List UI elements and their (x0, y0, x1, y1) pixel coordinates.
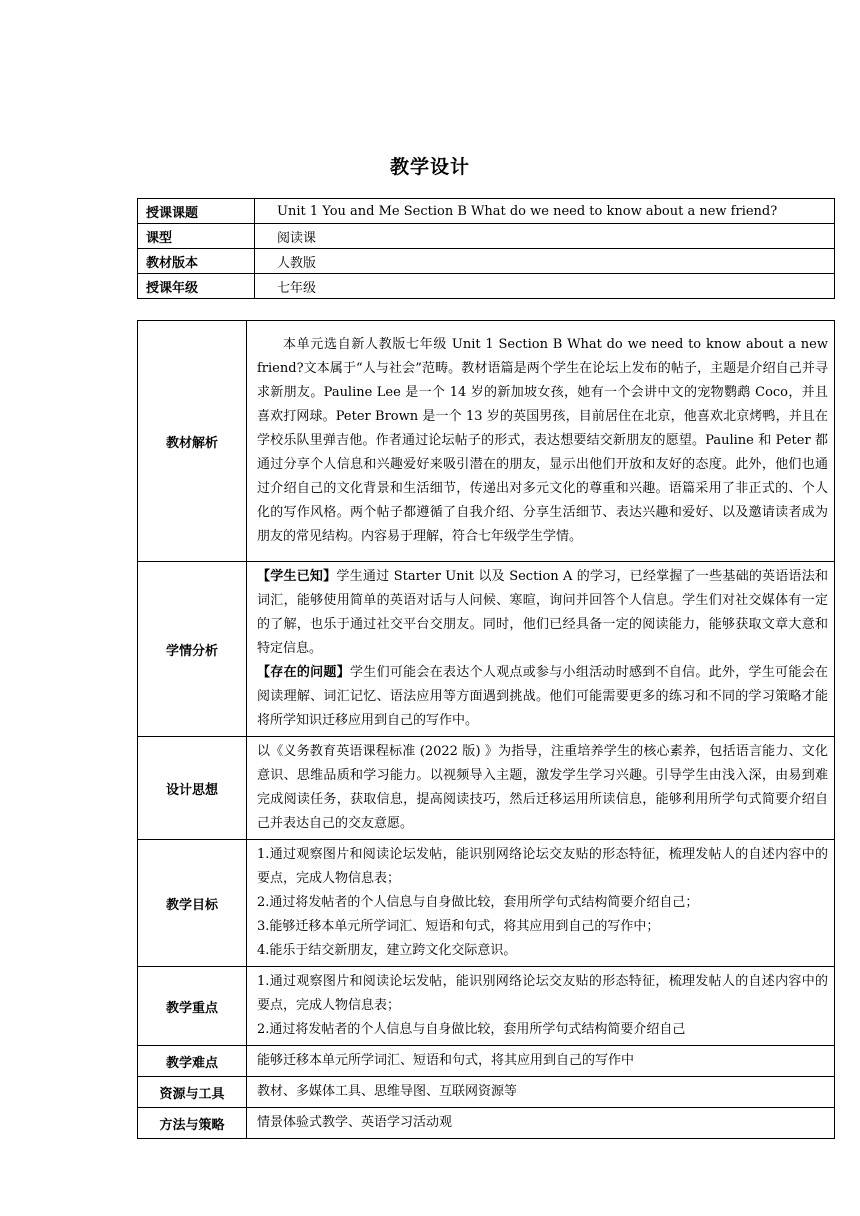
objective-item: 4.能乐于结交新朋友，建立跨文化交际意识。 (257, 943, 517, 958)
textbook-version-value: 人教版 (255, 249, 835, 274)
difficulty-text: 能够迁移本单元所学词汇、短语和句式，将其应用到自己的写作中 (257, 1053, 635, 1068)
difficulty-content (247, 1046, 835, 1077)
methods-content (247, 1108, 835, 1139)
student-problem-text: 学生们可能会在表达个人观点或参与小组活动时感到不自信。此外，学生可能会在阅读理解、词汇记忆、语法应用等方面遇到挑战。他们可能需要更多的练习和不同的学习策略才能将所学知识迁移应用到自己的写作中。 (257, 665, 828, 728)
objectives-label: 教学目标 (138, 840, 247, 967)
table-row (138, 1046, 835, 1077)
table-row (138, 199, 835, 224)
resources-content (247, 1077, 835, 1108)
material-analysis-label: 教材解析 (138, 321, 247, 562)
objective-item: 3.能够迁移本单元所学词汇、短语和句式，将其应用到自己的写作中； (257, 919, 660, 934)
table-row (138, 562, 835, 737)
lesson-type-value: 阅读课 (255, 224, 835, 249)
student-analysis-label: 学情分析 (138, 562, 247, 737)
student-known-paragraph (257, 565, 828, 661)
design-idea-text: 以《义务教育英语课程标准 (2022 版) 》为指导，注重培养学生的核心素养，包括语言能力、文化意识、思维品质和学习能力。以视频导入主题，激发学生学习兴趣。引导学生由浅入深，由易到难完成阅读任务，获取信息，提高阅读技巧，然后迁移运用所读信息，能够利用所学句式简要介绍自己并表达自己的交友意愿。 (257, 744, 828, 831)
table-row (138, 1108, 835, 1139)
course-info-table (137, 198, 835, 299)
design-idea-content (247, 737, 835, 840)
table-row (138, 967, 835, 1046)
teaching-design-table (137, 320, 835, 1139)
student-known-tag: 【学生已知】 (257, 569, 337, 584)
objective-item: 2.通过将发帖者的个人信息与自身做比较，套用所学句式结构简要介绍自己； (257, 895, 699, 910)
table-row (138, 249, 835, 274)
topic-label: 授课课题 (138, 199, 255, 224)
table-row (138, 840, 835, 967)
design-idea-label: 设计思想 (138, 737, 247, 840)
student-known-text: 学生通过 Starter Unit 以及 Section A 的学习，已经掌握了一些基础的英语语法和词汇，能够使用简单的英语对话与人问候、寒暄，询问并回答个人信息。学生们对社交媒体有一定的了解，也乐于通过社交平台交朋友。同时，他们已经具备一定的阅读能力，能够获取文章大意和特定信息。 (257, 569, 828, 656)
student-problem-paragraph (257, 661, 828, 733)
resources-text: 教材、多媒体工具、思维导图、互联网资源等 (257, 1084, 518, 1099)
table-row (138, 1077, 835, 1108)
table-row (138, 321, 835, 562)
table-row (138, 224, 835, 249)
key-points-content (247, 967, 835, 1046)
page-title: 教学设计 (389, 156, 470, 178)
key-points-label: 教学重点 (138, 967, 247, 1046)
grade-value: 七年级 (255, 274, 835, 299)
methods-text: 情景体验式教学、英语学习活动观 (257, 1115, 453, 1130)
objectives-content (247, 840, 835, 967)
student-analysis-content (247, 562, 835, 737)
resources-label: 资源与工具 (138, 1077, 247, 1108)
lesson-type-label: 课型 (138, 224, 255, 249)
table-row (138, 274, 835, 299)
key-point-item: 1.通过观察图片和阅读论坛发帖，能识别网络论坛交友贴的形态特征，梳理发帖人的自述内容中的要点，完成人物信息表； (257, 974, 828, 1013)
material-analysis-text: 本单元选自新人教版七年级 Unit 1 Section B What do we need to know about a new friend?文本属于“人与社会”范畴。教材语篇是两个学生在论坛上发布的帖子，主题是介绍自己并寻求新朋友。Pauline Lee 是一个 14 岁的新加坡女孩，她有一个会讲中文的宠物鹦鹉 Coco，并且喜欢打网球。Peter Brown 是一个 13 岁的英国男孩，目前居住在北京，他喜欢北京烤鸭，并且在学校乐队里弹吉他。作者通过论坛帖子的形式，表达想要结交新朋友的愿望。Pauline 和 Peter 都通过分享个人信息和兴趣爱好来吸引潜在的朋友，显示出他们开放和友好的态度。此外，他们也通过介绍自己的文化背景和生活细节，传递出对多元文化的尊重和兴趣。语篇采用了非正式的、个人化的写作风格。两个帖子都遵循了自我介绍、分享生活细节、表达兴趣和爱好、以及邀请读者成为朋友的常见结构。内容易于理解，符合七年级学生学情。 (257, 337, 828, 544)
difficulty-label: 教学难点 (138, 1046, 247, 1077)
table-row (138, 737, 835, 840)
grade-label: 授课年级 (138, 274, 255, 299)
student-problem-tag: 【存在的问题】 (257, 665, 350, 680)
methods-label: 方法与策略 (138, 1108, 247, 1139)
key-point-item: 2.通过将发帖者的个人信息与自身做比较，套用所学句式结构简要介绍自己 (257, 1022, 686, 1037)
topic-value: Unit 1 You and Me Section B What do we need to know about a new friend? (255, 199, 835, 224)
material-analysis-content (247, 321, 835, 562)
textbook-version-label: 教材版本 (138, 249, 255, 274)
objective-item: 1.通过观察图片和阅读论坛发帖，能识别网络论坛交友贴的形态特征，梳理发帖人的自述内容中的要点，完成人物信息表； (257, 847, 828, 886)
